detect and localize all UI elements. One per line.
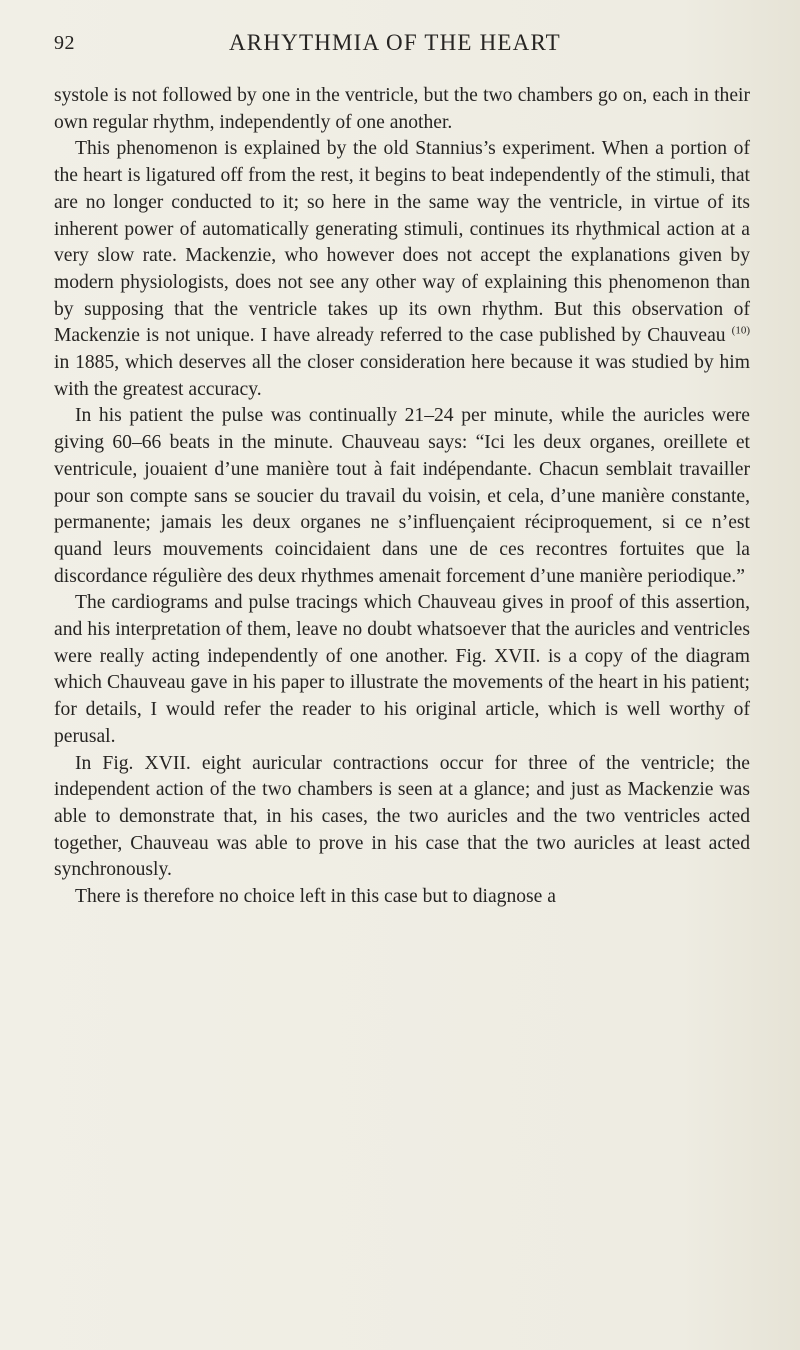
paragraph-continuation: systole is not followed by one in the ventricle, but the two chambers go on, each in their own regular rhythm, independently of one another. bbox=[54, 85, 750, 133]
running-title: ARHYTHMIA OF THE HEART bbox=[229, 30, 561, 55]
page-number: 92 bbox=[54, 32, 75, 54]
paragraph-text: This phenomenon is explained by the old Stannius’s experiment. When a portion of the heart is ligatured off from the rest, it begins to beat independently of the stimuli, that are no longer conducted to it; so here in the same way the ventricle, in virtue of its inherent power of automatically generating stimuli, continues its rhythmical action at a very slow rate. Mackenzie, who however does not accept the explanations given by modern physiologists, does not see any other way of explaining this phenomenon than by supposing that the ventricle takes up its own rhythm. But this observation of Mackenzie is not unique. I have already referred to the case published by Chauveau bbox=[54, 138, 750, 347]
reference-marker: (10) bbox=[731, 324, 750, 337]
paragraph-chauveau-quote: In his patient the pulse was continually 21–24 per minute, while the auricles were giving 60–66 beats in the minute. Chauveau says: “Ici les deux organes, oreillete et ventricule, jouaient d’une manière tout à fait indépendante. Chacun semblait travailler pour son compte sans se soucier du travail du voisin, et cela, d’une manière constante, permanente; jamais les deux organes ne s’influençaient réciproquement, si ce n’est quand leurs mouvements coincidaient dans une de ces recontres fortuites que la discordance régulière des deux rhythmes amenait forcement d’une manière periodique.” bbox=[54, 405, 750, 587]
paragraph-stannius-experiment bbox=[54, 136, 750, 403]
paragraph-conclusion: There is therefore no choice left in this case but to diagnose a bbox=[75, 886, 556, 908]
paragraph-text: in 1885, which deserves all the closer consideration here because it was studied by him with the greatest accuracy. bbox=[54, 352, 750, 400]
paragraph-fig-xvii: In Fig. XVII. eight auricular contractions occur for three of the ventricle; the independent action of the two chambers is seen at a glance; and just as Mackenzie was able to demonstrate that, in his cases, the two auricles and the two ventricles acted together, Chauveau was able to prove in his case that the two auricles at least acted synchronously. bbox=[54, 752, 750, 881]
page-header bbox=[0, 30, 800, 62]
paragraph-cardiograms: The cardiograms and pulse tracings which Chauveau gives in proof of this assertion, and his interpretation of them, leave no doubt whatsoever that the auricles and ventricles were really acting independently of one another. Fig. XVII. is a copy of the diagram which Chauveau gave in his paper to illustrate the movements of the heart in his patient; for details, I would refer the reader to his original article, which is well worthy of perusal. bbox=[54, 592, 750, 747]
body-text bbox=[54, 83, 750, 911]
